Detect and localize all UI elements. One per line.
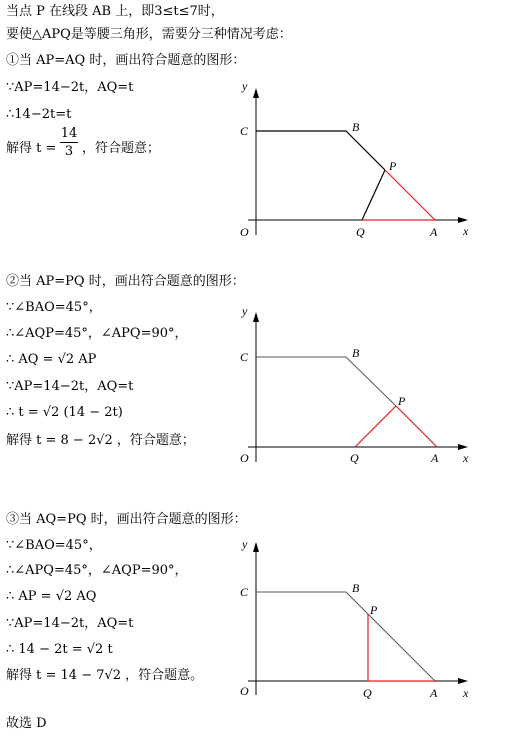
case2-step4: ∵AP=14−2t，AQ=t [6, 379, 134, 394]
label-x: x [463, 686, 469, 700]
label-o: O [240, 451, 249, 465]
label-o: O [240, 684, 249, 698]
label-b: B [352, 346, 360, 360]
case3-heading: ③当 AQ=PQ 时，画出符合题意的图形： [6, 512, 247, 527]
segment-pa [368, 614, 435, 681]
label-y: y [242, 79, 248, 93]
conclusion: 故选 D [6, 716, 47, 731]
case3-step1: ∵∠BAO=45°， [6, 538, 102, 553]
label-a: A [431, 451, 439, 465]
label-c: C [240, 585, 249, 599]
intro-line-1: 当点 P 在线段 AB 上，即3≤t≤7时， [6, 4, 224, 19]
case3-result: 解得 t = 14 − 7√2 ，符合题意。 [6, 668, 204, 683]
case1-heading: ①当 AP=AQ 时，画出符合题意的图形： [6, 53, 246, 68]
case3-step4: ∵AP=14−2t，AQ=t [6, 616, 134, 631]
case1-result-suffix: ，符合题意； [82, 141, 161, 156]
case2-result: 解得 t = 8 − 2√2 ，符合题意； [6, 433, 195, 448]
x-axis-arrow [458, 678, 468, 684]
label-y: y [242, 537, 248, 551]
case2-step3: ∴ AQ = √2 AP [6, 352, 97, 367]
case3-step3: ∴ AP = √2 AQ [6, 589, 97, 604]
y-axis-arrow [253, 542, 259, 552]
label-p: P [370, 603, 378, 617]
segment-c-b-p [256, 592, 368, 614]
case1-step1: ∵AP=14−2t，AQ=t [6, 80, 134, 95]
case3-step5: ∴ 14 − 2t = √2 t [6, 642, 113, 657]
case2-step2: ∴∠AQP=45°，∠APQ=90°， [6, 326, 188, 341]
label-c: C [240, 124, 249, 138]
case2-step5: ∴ t = √2 (14 − 2t) [6, 405, 123, 420]
case1-step2: ∴14−2t=t [6, 107, 72, 122]
label-q: Q [350, 451, 359, 465]
label-o: O [240, 225, 249, 239]
fraction-denominator: 3 [64, 144, 74, 159]
case2-heading: ②当 AP=PQ 时，画出符合题意的图形： [6, 274, 245, 289]
label-a: A [430, 686, 438, 700]
fraction-numerator: 14 [60, 126, 78, 141]
label-b: B [352, 581, 360, 595]
case2-step1: ∵∠BAO=45°， [6, 300, 102, 315]
intro-line-2: 要使△APQ是等腰三角形，需要分三种情况考虑： [6, 27, 292, 42]
label-b: B [352, 120, 360, 134]
label-x: x [463, 451, 469, 465]
label-a: A [430, 225, 438, 239]
label-x: x [463, 224, 469, 238]
case1-result-prefix: 解得 t = [6, 141, 57, 156]
label-p: P [398, 394, 406, 408]
label-y: y [242, 304, 248, 318]
label-p: P [389, 159, 397, 173]
label-c: C [240, 350, 249, 364]
case3-step2: ∴∠APQ=45°，∠AQP=90°， [6, 563, 188, 578]
label-q: Q [356, 225, 365, 239]
label-q: Q [363, 686, 372, 700]
